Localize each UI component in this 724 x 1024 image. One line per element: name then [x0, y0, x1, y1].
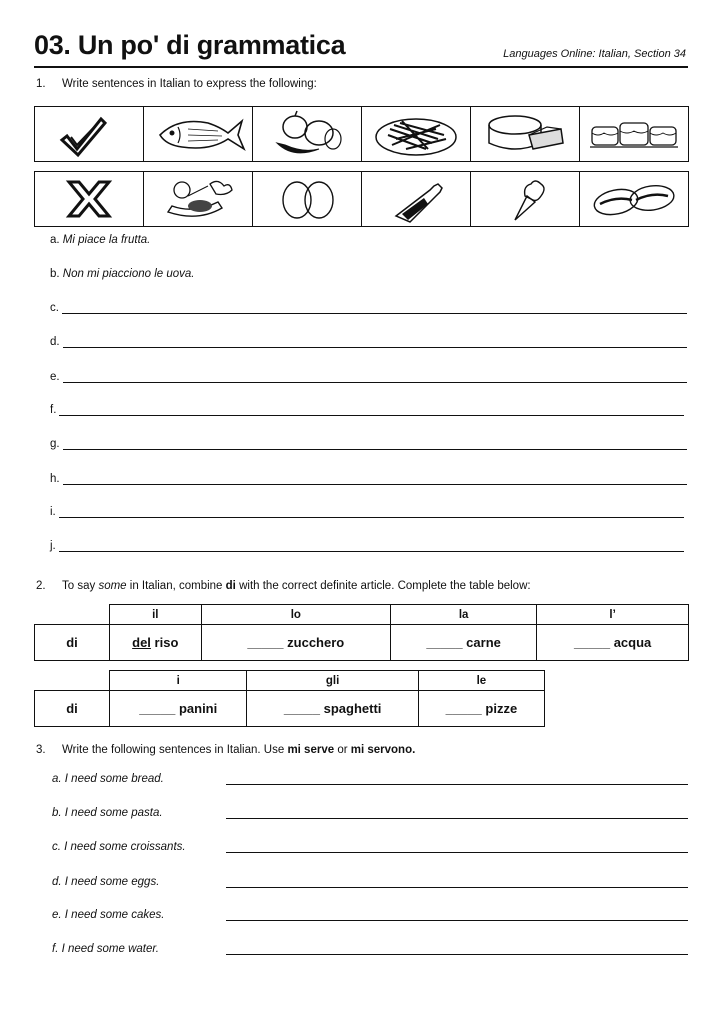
cell-riso[interactable]: del riso [110, 625, 202, 661]
cell-zucchero[interactable]: _____ zucchero [201, 625, 391, 661]
q3-instruction: 3. Write the following sentences in Italian. Use mi serve or mi servono. [36, 744, 416, 756]
q2-number: 2. [36, 580, 46, 592]
q1-item-i: i. [50, 506, 684, 518]
q1-item-h: h. [50, 473, 687, 485]
header-l-apostrophe: l’ [537, 605, 689, 625]
q3-item-f: f. I need some water. [52, 943, 688, 955]
cell-spaghetti[interactable]: _____ spaghetti [247, 691, 418, 727]
fries-icon [366, 109, 466, 159]
header-lo: lo [201, 605, 391, 625]
bread-rolls-icon [584, 174, 684, 224]
q3-item-a: a. I need some bread. [52, 773, 688, 785]
header-rule [34, 66, 688, 68]
picture-cell [253, 172, 362, 226]
page-title: 03. Un po' di grammatica [34, 30, 346, 60]
answer-line[interactable] [63, 440, 687, 450]
answer-line[interactable] [59, 542, 684, 552]
header-il: il [110, 605, 202, 625]
picture-row-dislikes [34, 171, 689, 227]
vegetables-icon [148, 174, 248, 224]
picture-cell [362, 107, 471, 161]
picture-cell [35, 172, 144, 226]
header-gli: gli [247, 671, 418, 691]
check-mark-icon [39, 109, 139, 159]
header-le: le [418, 671, 544, 691]
q1-text: Write sentences in Italian to express the following: [62, 78, 317, 90]
fruit-icon [257, 109, 357, 159]
header-i: i [110, 671, 247, 691]
picture-cell [471, 107, 580, 161]
answer-line[interactable] [226, 911, 688, 921]
fish-icon [148, 109, 248, 159]
picture-cell [35, 107, 144, 161]
answer-line[interactable] [62, 304, 687, 314]
answer-line[interactable] [63, 475, 687, 485]
picture-cell [144, 172, 253, 226]
page-subtitle: Languages Online: Italian, Section 34 [503, 48, 686, 60]
answer-line[interactable] [63, 338, 687, 348]
q1-item-c: c. [50, 302, 687, 314]
bottle-icon [366, 174, 466, 224]
q1-item-j: j. [50, 540, 684, 552]
article-table-singular [34, 604, 689, 661]
cell-pizze[interactable]: _____ pizze [418, 691, 544, 727]
header-la: la [391, 605, 537, 625]
answer-line[interactable] [59, 508, 684, 518]
q3-item-b: b. I need some pasta. [52, 807, 688, 819]
cell-panini[interactable]: _____ panini [110, 691, 247, 727]
q1-instruction [36, 78, 317, 90]
picture-cell [580, 172, 688, 226]
answer-line[interactable] [226, 809, 688, 819]
picture-cell [144, 107, 253, 161]
cheese-icon [475, 109, 575, 159]
picture-row-likes [34, 106, 689, 162]
q1-item-d: d. [50, 336, 687, 348]
answer-line[interactable] [59, 406, 684, 416]
picture-cell [253, 107, 362, 161]
row-label-di: di [35, 625, 110, 661]
article-table-plural [34, 670, 545, 727]
answer-line[interactable] [63, 373, 687, 383]
q3-number: 3. [36, 744, 46, 756]
cell-acqua[interactable]: _____ acqua [537, 625, 689, 661]
q1-number: 1. [36, 78, 46, 90]
cell-carne[interactable]: _____ carne [391, 625, 537, 661]
q1-item-e: e. [50, 371, 687, 383]
q1-answer-b: Non mi piacciono le uova. [62, 268, 195, 280]
answer-line[interactable] [226, 945, 688, 955]
picture-cell [471, 172, 580, 226]
cakes-icon [584, 109, 684, 159]
q1-item-g: g. [50, 438, 687, 450]
row-label-di: di [35, 691, 110, 727]
picture-cell [580, 107, 688, 161]
q1-item-a: a. Mi piace la frutta. [50, 234, 151, 246]
answer-line[interactable] [226, 775, 688, 785]
answer-line[interactable] [226, 843, 688, 853]
q3-item-e: e. I need some cakes. [52, 909, 688, 921]
eggs-icon [257, 174, 357, 224]
picture-cell [362, 172, 471, 226]
q1-answer-a: Mi piace la frutta. [62, 234, 151, 246]
q2-instruction: 2. To say some in Italian, combine di with the correct definite article. Complete the table below: [36, 580, 531, 592]
answer-line[interactable] [226, 878, 688, 888]
ice-cream-cone-icon [475, 174, 575, 224]
q3-item-d: d. I need some eggs. [52, 876, 688, 888]
cross-mark-icon [39, 174, 139, 224]
q3-item-c: c. I need some croissants. [52, 841, 688, 853]
q1-item-b: b. Non mi piacciono le uova. [50, 268, 195, 280]
q1-item-f: f. [50, 404, 684, 416]
